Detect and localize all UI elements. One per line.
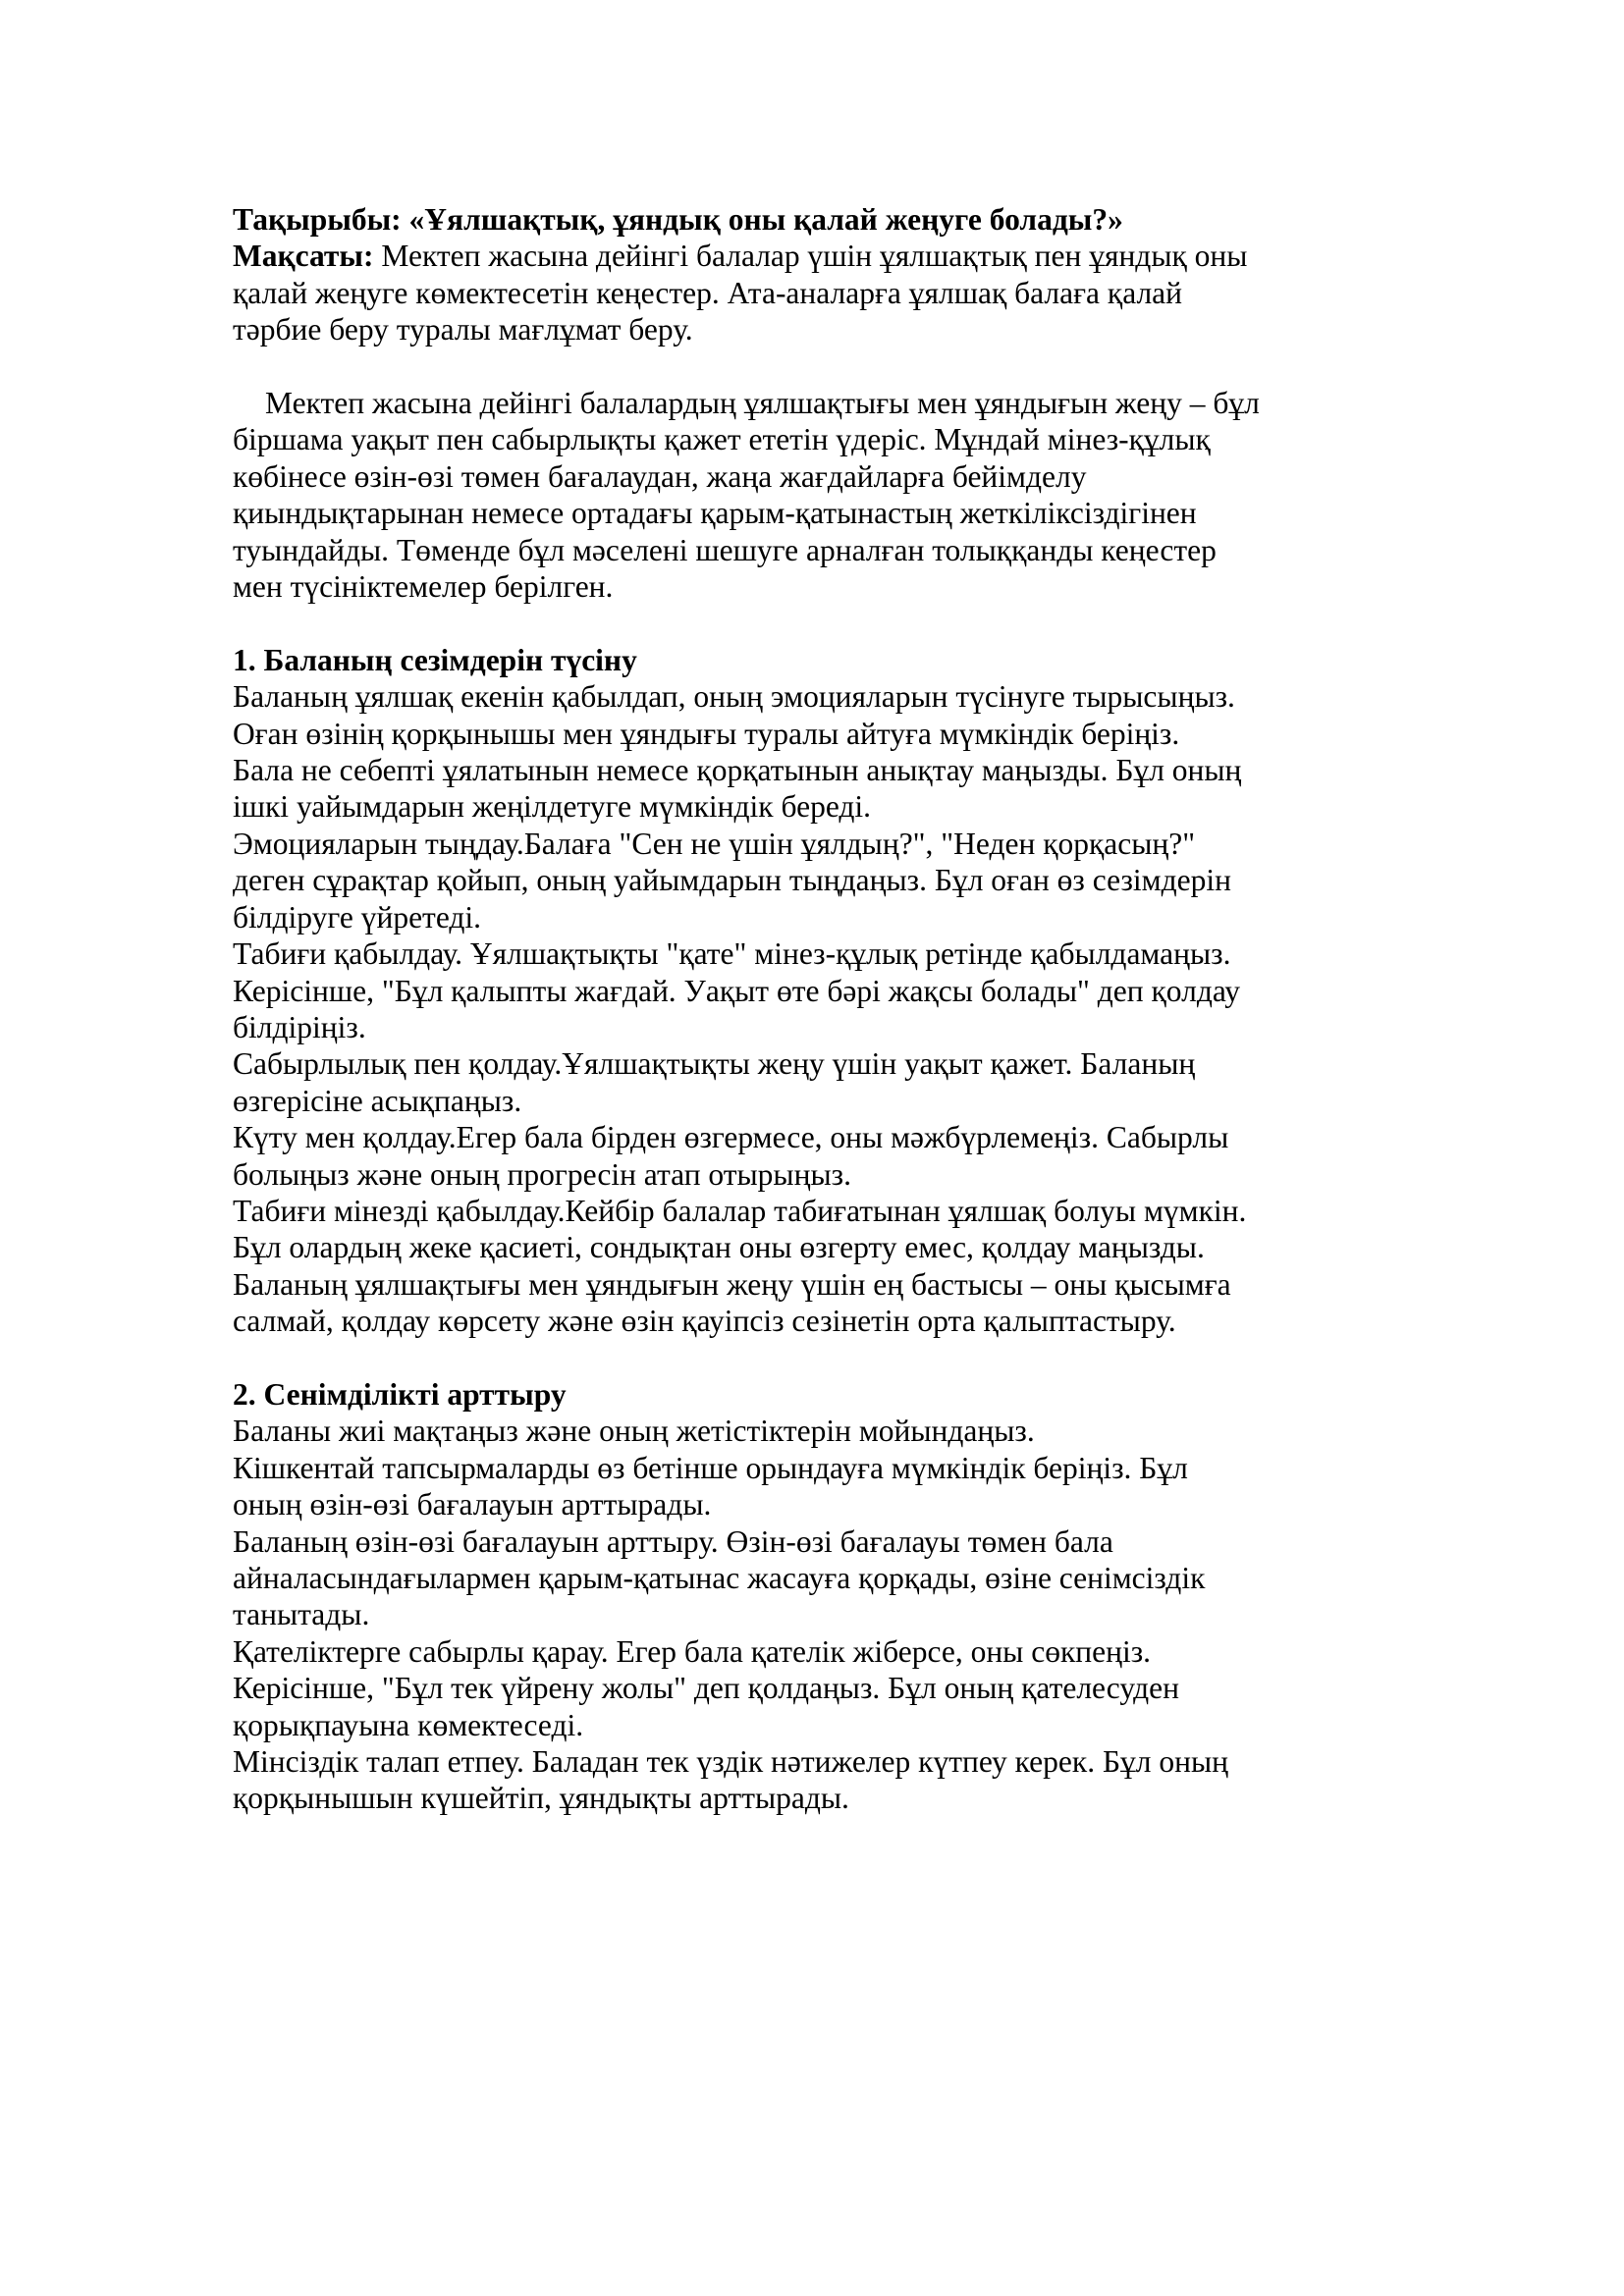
topic-title: «Ұялшақтық, ұяндық оны қалай жеңуге болады?» [401,202,1123,237]
intro-line: біршама уақыт пен сабырлықты қажет ететін үдеріс. Мұндай мінез-құлық [233,422,1211,457]
section-heading: 2. Сенімділікті арттыру [233,1376,567,1412]
section-line: салмай, қолдау көрсету және өзін қауіпсіз сезінетін орта қалыптастыру. [233,1304,1176,1339]
section-line: Бала не себепті ұялатынын немесе қорқатынын анықтау маңызды. Бұл оның [233,753,1242,788]
section-line: Баланың ұялшақтығы мен ұяндығын жеңу үшін ең бастысы – оны қысымға [233,1266,1231,1302]
section-line: Күту мен қолдау.Егер бала бірден өзгермесе, оны мәжбүрлемеңіз. Сабырлы [233,1120,1229,1155]
section-line: деген сұрақтар қойып, оның уайымдарын тыңдаңыз. Бұл оған өз сезімдерін [233,863,1231,898]
section-line: қорқынышын күшейтіп, ұяндықты арттырады. [233,1781,849,1816]
section-line: Табиғи мінезді қабылдау.Кейбір балалар табиғатынан ұялшақ болуы мүмкін. [233,1193,1247,1228]
goal-line [233,238,1529,274]
intro-line: қиындықтарынан немесе ортадағы қарым-қатынастың жеткіліксіздігінен [233,496,1197,531]
section-line: оның өзін-өзі бағалауын арттырады. [233,1487,712,1522]
intro-line: туындайды. Төменде бұл мәселені шешуге арналған толыққанды кеңестер [233,532,1217,567]
section-line: өзгерісіне асықпаңыз. [233,1083,522,1118]
section-2 [233,1376,1529,1817]
section-line: Баланы жиі мақтаңыз және оның жетістіктерін мойындаңыз. [233,1414,1035,1449]
section-line: Керісінше, "Бұл тек үйрену жолы" деп қолдаңыз. Бұл оның қателесуден [233,1671,1179,1706]
goal-block [233,238,1529,347]
intro-paragraph [233,385,1529,605]
section-line: Қателіктерге сабырлы қарау. Егер бала қателік жіберсе, оны сөкпеңіз. [233,1633,1152,1669]
spacer [233,1340,1529,1376]
intro-line: Мектеп жасына дейінгі балалардың ұялшақтығы мен ұяндығын жеңу – бұл [265,386,1260,421]
topic-label: Тақырыбы: [233,202,402,237]
section-line: Керісінше, "Бұл қалыпты жағдай. Уақыт өте бәрі жақсы болады" деп қолдау [233,973,1241,1008]
section-line: айналасындағылармен қарым-қатынас жасауға қорқады, өзіне сенімсіздік [233,1560,1206,1595]
section-line: Мінсіздік талап етпеу. Баладан тек үздік нәтижелер күтпеу керек. Бұл оның [233,1744,1229,1780]
goal-text: Мектеп жасына дейінгі балалар үшін ұялшақтық пен ұяндық оны [373,239,1248,274]
section-line: Кішкентай тапсырмаларды өз бетінше орындауға мүмкіндік беріңіз. Бұл [233,1450,1188,1485]
intro-line: көбінесе өзін-өзі төмен бағалаудан, жаңа жағдайларға бейімделу [233,458,1087,494]
section-line: Табиғи қабылдау. Ұялшақтықты "қате" мінез-құлық ретінде қабылдамаңыз. [233,936,1231,972]
intro-line: мен түсініктемелер берілген. [233,569,614,605]
section-line: Сабырлылық пен қолдау.Ұялшақтықты жеңу үшін уақыт қажет. Баланың [233,1046,1196,1082]
section-line: Эмоцияларын тыңдау.Балаға "Сен не үшін ұялдың?", "Неден қорқасың?" [233,826,1196,861]
section-line: болыңыз және оның прогресін атап отырыңыз. [233,1156,851,1192]
spacer [233,348,1529,385]
goal-line: қалай жеңуге көмектесетін кеңестер. Ата-аналарға ұялшақ балаға қалай [233,275,1183,310]
section-line: білдіріңіз. [233,1009,366,1044]
section-line: Оған өзінің қорқынышы мен ұяндығы туралы айтуға мүмкіндік беріңіз. [233,716,1180,751]
section-heading: 1. Баланың сезімдерін түсіну [233,642,637,677]
section-line: ішкі уайымдарын жеңілдетуге мүмкіндік береді. [233,789,872,825]
topic-line [233,201,1529,238]
section-line: қорықпауына көмектеседі. [233,1707,584,1742]
spacer [233,605,1529,641]
goal-label: Мақсаты: [233,239,374,274]
section-1 [233,642,1529,1340]
section-line: білдіруге үйретеді. [233,899,482,934]
document-page [233,201,1529,1817]
section-line: танытады. [233,1597,370,1632]
section-line: Бұл олардың жеке қасиеті, сондықтан оны өзгерту емес, қолдау маңызды. [233,1230,1205,1265]
goal-line: тәрбие беру туралы мағлұмат беру. [233,312,693,347]
section-line: Баланың ұялшақ екенін қабылдап, оның эмоцияларын түсінуге тырысыңыз. [233,679,1235,715]
section-line: Баланың өзін-өзі бағалауын арттыру. Өзін-өзі бағалауы төмен бала [233,1523,1113,1559]
